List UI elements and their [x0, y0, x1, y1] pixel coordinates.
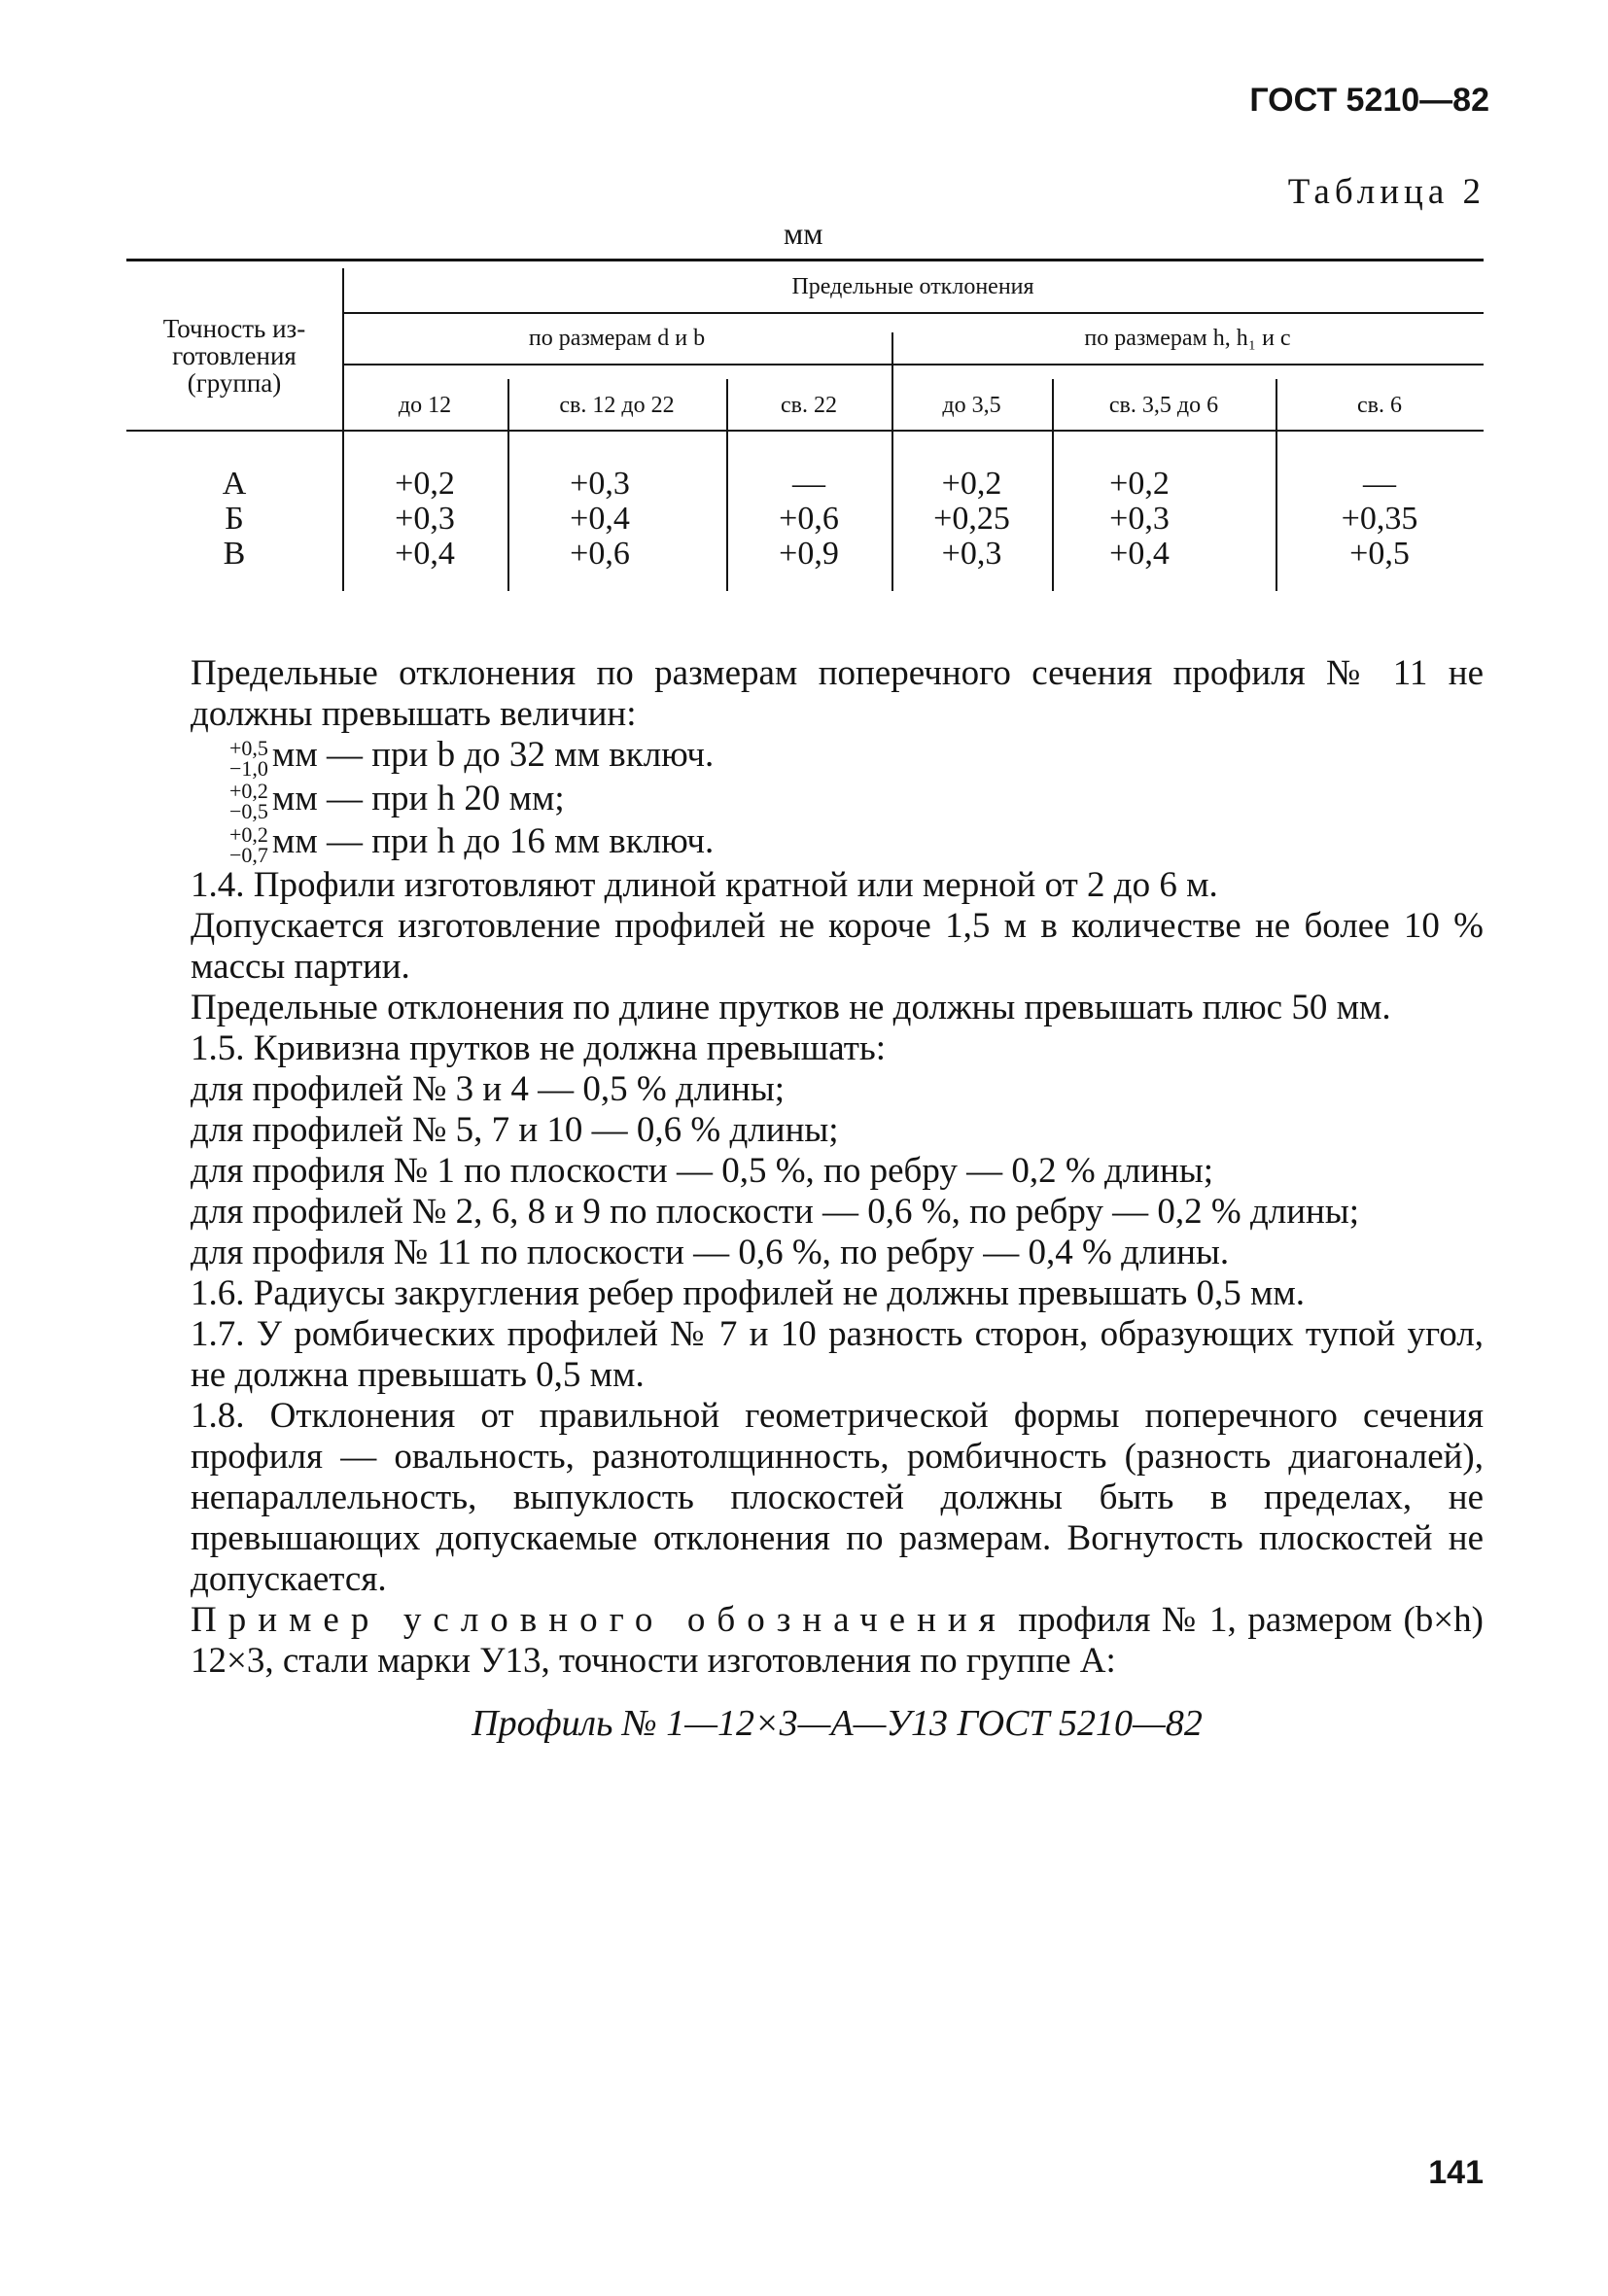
value-cell: +0,3 [1109, 501, 1170, 537]
curvature-item: для профиля № 1 по плоскости — 0,5 %, по ребру — 0,2 % длины; [191, 1150, 1213, 1191]
group-cell: В [223, 536, 246, 572]
group-header-hc: по размерам h, h₁ и c [1084, 326, 1291, 351]
group-cell: А [222, 466, 247, 502]
tol-text: мм — при b до 32 мм включ. [271, 735, 715, 775]
value-cell: +0,6 [779, 501, 839, 537]
paragraph-length-deviation: Предельные отклонения по длине прутков не должны превышать плюс 50 мм. [191, 987, 1391, 1027]
standard-code-header: ГОСТ 5210—82 [1249, 82, 1489, 119]
header-rule-1 [342, 312, 1484, 314]
tol-lower: −1,0 [229, 755, 268, 781]
col-header: до 3,5 [942, 393, 1001, 418]
body-text [191, 653, 1484, 1744]
tolerance-item [229, 821, 1484, 865]
designation-example-rest: профиля № 1, размером (b×h) 12×3, стали марки У13, точности изготовления по группе А: [191, 1599, 1484, 1681]
header-bottom-rule [126, 430, 1484, 432]
group-header-db: по размерам d и b [528, 326, 706, 351]
stub-header-line: (группа) [187, 368, 282, 398]
value-cell: +0,5 [1349, 536, 1410, 572]
designation-example-lead: Пример условного обозначения [191, 1599, 1007, 1640]
tolerance-item [229, 735, 1484, 779]
page-number: 141 [1428, 2154, 1484, 2191]
value-cell: +0,4 [395, 536, 455, 572]
group-cell: Б [225, 501, 244, 537]
value-cell: — [792, 466, 825, 502]
curvature-item: для профилей № 2, 6, 8 и 9 по плоскости — 0,6 %, по ребру — 0,2 % длины; [191, 1191, 1359, 1232]
curvature-item: для профилей № 3 и 4 — 0,5 % длины; [191, 1068, 786, 1109]
value-cell: +0,2 [941, 466, 1002, 502]
col-header: св. 22 [781, 393, 837, 418]
tolerance-list [191, 735, 1484, 865]
tol-lower: −0,5 [229, 799, 268, 824]
col-header: св. 3,5 до 6 [1108, 393, 1219, 418]
tol-text: мм — при h до 16 мм включ. [271, 821, 715, 862]
tol-upper: +0,2 [229, 779, 268, 804]
curvature-item: для профиля № 11 по плоскости — 0,6 %, по ребру — 0,4 % длины. [191, 1232, 1230, 1272]
value-cell: +0,6 [570, 536, 630, 572]
stub-header-line: Точность из- [162, 314, 306, 343]
tolerance-fraction [229, 779, 268, 824]
section-1-6: 1.6. Радиусы закругления ребер профилей не должны превышать 0,5 мм. [191, 1272, 1306, 1313]
col-header: св. 12 до 22 [559, 393, 675, 418]
stub-header-line: готовления [172, 341, 297, 370]
curvature-item: для профилей № 5, 7 и 10 — 0,6 % длины; [191, 1109, 839, 1150]
table-unit: мм [784, 216, 823, 251]
tol-text: мм — при h 20 мм; [271, 778, 565, 818]
header-rule-2 [342, 364, 1484, 365]
designation-formula: Профиль № 1—12×3—А—У13 ГОСТ 5210—82 [472, 1702, 1203, 1744]
tol-upper: +0,5 [229, 735, 268, 760]
value-cell: — [1363, 466, 1396, 502]
tolerance-fraction [229, 735, 268, 781]
table-top-rule [126, 259, 1484, 261]
value-cell: +0,2 [1109, 466, 1170, 502]
section-1-4: 1.4. Профили изготовляют длиной кратной или мерной от 2 до 6 м. [191, 864, 1218, 905]
col-header: до 12 [398, 393, 452, 418]
value-cell: +0,3 [941, 536, 1002, 572]
value-cell: +0,25 [933, 501, 1010, 537]
value-cell: +0,35 [1341, 501, 1418, 537]
value-cell: +0,3 [570, 466, 630, 502]
section-1-7: 1.7. У ромбических профилей № 7 и 10 разность сторон, образующих тупой угол, не должна превышать 0,5 мм. [191, 1313, 1484, 1395]
tol-upper: +0,2 [229, 821, 268, 847]
section-1-8: 1.8. Отклонения от правильной геометрической формы поперечного сечения профиля — овальность, разнотолщинность, ромбичность (разность диагоналей), непараллельность, выпуклость плоскостей должны быть в пределах, не превышающих допускаемые отклонения по размерам. Вогнутость плоскостей не допускается. [191, 1395, 1484, 1599]
paragraph-short-lengths: Допускается изготовление профилей не короче 1,5 м в количестве не более 10 % массы партии. [191, 905, 1484, 987]
value-cell: +0,2 [395, 466, 455, 502]
value-cell: +0,9 [779, 536, 839, 572]
col-header: св. 6 [1357, 393, 1402, 418]
designation-example [191, 1600, 1484, 1682]
value-cell: +0,4 [1109, 536, 1170, 572]
tol-lower: −0,7 [229, 842, 268, 867]
stub-header [126, 315, 342, 397]
tolerance-item [229, 779, 1484, 822]
paragraph-profile-11-limits: Предельные отклонения по размерам поперечного сечения профиля № 11 не должны превышать величин: [191, 653, 1484, 734]
tolerance-table [126, 259, 1484, 599]
section-1-5: 1.5. Кривизна прутков не должна превышать: [191, 1027, 887, 1068]
value-cell: +0,4 [570, 501, 630, 537]
table-caption: Таблица 2 [1287, 172, 1486, 212]
tolerance-fraction [229, 821, 268, 867]
main-header: Предельные отклонения [791, 274, 1034, 299]
value-cell: +0,3 [395, 501, 455, 537]
